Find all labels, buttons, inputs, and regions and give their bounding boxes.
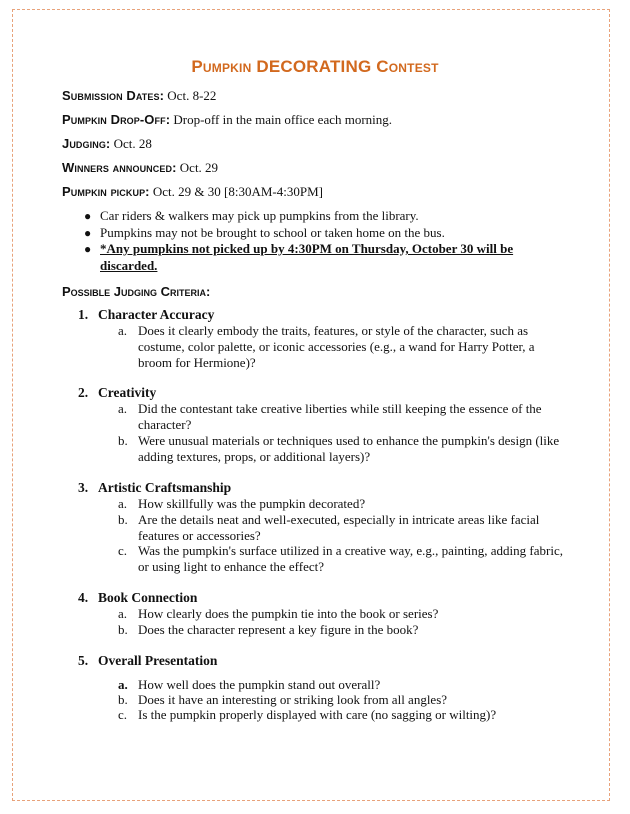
pumpkin-drop-off [62,112,392,128]
info-label: Pumpkin Drop-Off: [62,112,171,127]
info-label: Winners announced: [62,160,177,175]
criterion-item: a. Does it clearly embody the traits, features, or style of the character, such as costume, color palette, or iconic accessories (e.g., a wand for Harry Potter, a broom for Hermione)? [118,323,535,370]
info-value: Oct. 29 & 30 [8:30AM-4:30PM] [152,184,323,199]
criterion-overall-presentation: 5. Overall Presentation [78,653,218,668]
info-value: Oct. 29 [179,160,219,175]
discard-warning: *Any pumpkins not picked up by 4:30PM on Thursday, October 30 will be discarded. [100,241,514,273]
info-label: Judging: [62,136,111,151]
list-item [78,241,558,274]
criterion-item: a. How clearly does the pumpkin tie into the book or series? [118,606,439,621]
criterion-book-connection: 4. Book Connection [78,590,198,605]
criterion-item: a. Did the contestant take creative liberties while still keeping the essence of the character? [118,401,542,432]
criterion-title: Artistic Craftsmanship [98,480,232,495]
submission-dates [62,88,216,104]
info-value: Oct. 28 [113,136,152,151]
info-value: Drop-off in the main office each morning. [173,112,393,127]
bullet-icon: ● [84,242,92,256]
criterion-item: a. How skillfully was the pumpkin decorated? [118,496,366,511]
criterion-item: b. Were unusual materials or techniques used to enhance the pumpkin's design (like adding textures, props, or additional layers)? [118,433,560,464]
info-label: Submission Dates: [62,88,165,103]
list-item: ● Pumpkins may not be brought to school or taken home on the bus. [84,224,445,240]
criterion-item: b. Does the character represent a key figure in the book? [118,622,419,637]
criterion-title: Character Accuracy [98,307,215,322]
list-item: ● Car riders & walkers may pick up pumpkins from the library. [84,208,419,223]
pickup-bullet-list [78,208,558,274]
criterion-item: c. Is the pumpkin properly displayed with care (no sagging or wilting)? [118,707,497,722]
criterion-item: c. Was the pumpkin's surface utilized in a creative way, e.g., painting, adding fabric, or using light to enhance the effect? [118,543,563,574]
winners-announced [62,160,218,176]
judging-date [62,136,152,152]
info-value: Oct. 8-22 [167,88,217,103]
info-label: Pumpkin pickup: [62,184,150,199]
criteria-heading: Possible Judging Criteria: [62,284,211,299]
page-title: Pumpkin DECORATING Contest [191,57,439,76]
criterion-title: Book Connection [98,590,198,605]
criterion-item: a. How well does the pumpkin stand out overall? [118,677,381,692]
criterion-character-accuracy: 1. Character Accuracy [78,307,215,322]
criterion-item: b. Are the details neat and well-executed, especially in intricate areas like facial features or accessories? [118,512,540,543]
criterion-title: Overall Presentation [98,653,218,668]
bullet-icon: ● [84,225,92,240]
criterion-creativity: 2. Creativity [78,385,157,400]
bullet-icon: ● [84,209,92,223]
criterion-item: b. Does it have an interesting or striking look from all angles? [118,692,448,707]
criterion-title: Creativity [98,385,157,400]
criterion-artistic-craftsmanship: 3. Artistic Craftsmanship [78,480,232,495]
pumpkin-pickup [62,184,323,200]
